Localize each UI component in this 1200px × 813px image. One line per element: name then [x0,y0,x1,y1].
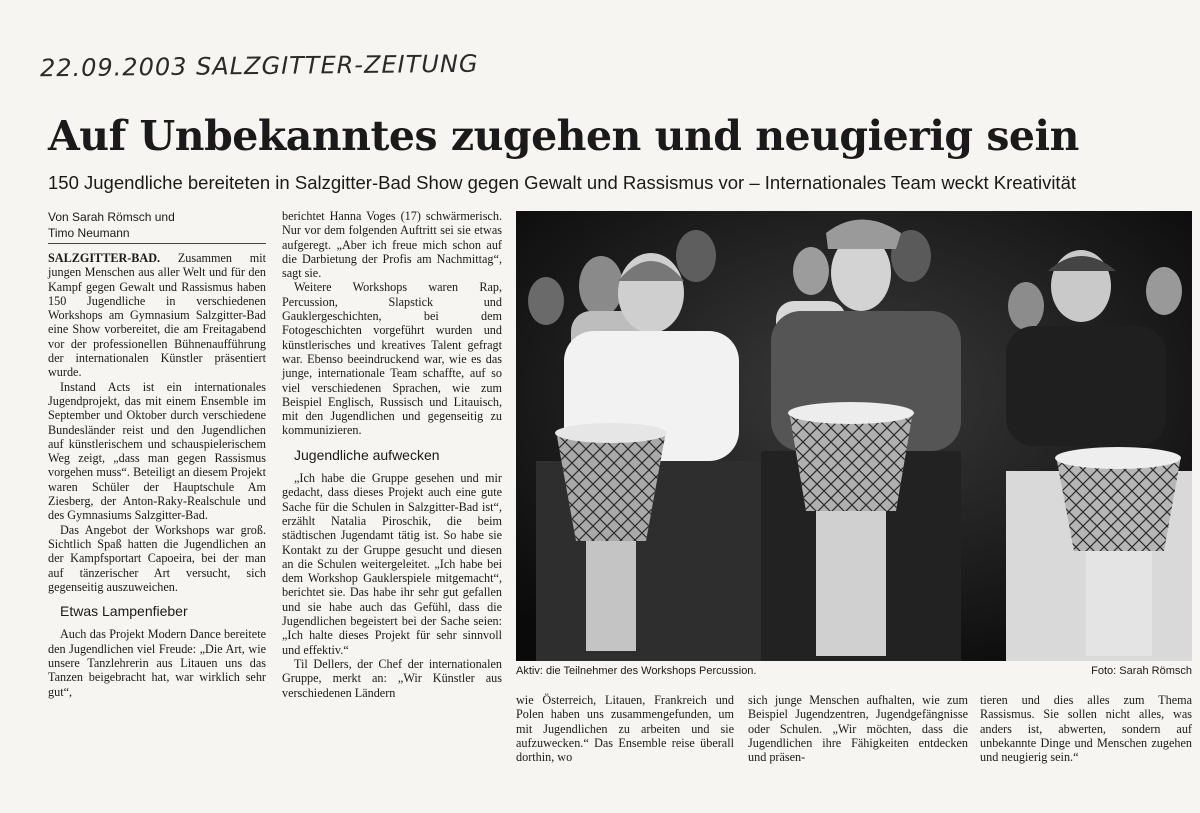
paragraph-intro [48,251,266,380]
section-heading: Etwas Lampenfieber [60,603,188,620]
handwritten-date-source: 22.09.2003 SALZGITTER-ZEITUNG [39,49,479,83]
byline-line-2: Timo Neumann [48,226,130,240]
article-column-1 [48,251,266,699]
photo-caption-row [516,665,1192,677]
photo-credit: Foto: Sarah Römsch [1091,665,1192,677]
photo-drummers-illustration [516,211,1192,661]
paragraph: Instand Acts ist ein internationales Jugendprojekt, das mit einem Ensemble im September und Oktober durch verschiedene Bundesländer reist und den Jugendlichen auf künstlerischem und schauspielerischem Weg zeigt, „dass man gegen Rassismus vorgehen muss“. Beteiligt an diesem Projekt waren Schüler der Hauptschule Am Ziesberg, der Anton-Raky-Realschule und des Gymnasiums Salzgitter-Bad. [48,379,266,523]
dateline: SALZGITTER-BAD. [48,251,161,265]
paragraph: Auch das Projekt Modern Dance bereitete den Jugendlichen viel Freude: „Die Art, wie unsere Tanzlehrerin aus Litauen uns das Tanzen beigebracht hat, war wirklich sehr gut“, [48,627,266,699]
paragraph-intro-text: Zusammen mit jungen Menschen aus aller Welt und für den Kampf gegen Gewalt und Rassismus haben 150 Jugendliche in verschiedenen Workshops am Gymnasium Salzgitter-Bad eine Show vorbereitet, die am Freitagabend vor der professionellen Bühnenaufführung der internationalen Künstler präsentiert wurde. [48,251,266,380]
paragraph: „Ich habe die Gruppe gesehen und mir gedacht, dass dieses Projekt auch eine gute Sache für die Schulen in Salzgitter-Bad ist“, erzählt Natalia Piroschik, die beim städtischen Jugendamt tätig ist. So habe sie Kontakt zu der Gruppe gesucht und diesen an die Schulen weitergeleitet. „Ich habe bei dem Workshop Gauklerspiele mitgemacht“, berichtet sie. Das habe ihr sehr gut gefallen und sie habe auch das Gefühl, dass die Jugendlichen begeistert bei der Sache seien: „Ich halte dieses Projekt für sehr sinnvoll und effektiv.“ [282,471,502,657]
photo-caption: Aktiv: die Teilnehmer des Workshops Percussion. [516,665,757,677]
article-column-3: wie Österreich, Litauen, Frankreich und Polen haben uns zusammengefunden, um mit Jugendlichen zu arbeiten und sie aufzuwecken.“ Das Ensemble reise überall dorthin, wo [516,693,734,765]
headline: Auf Unbekanntes zugehen und neugierig sein [48,112,1079,160]
article-column-2 [282,209,502,700]
paragraph: Das Angebot der Workshops war groß. Sichtlich Spaß hatten die Jugendlichen an der Kampfsportart Capoeira, bei der man auf tänzerischer Art versucht, sich gegenseitig auszuweichen. [48,522,266,594]
article-photo [516,211,1192,661]
paragraph: Til Dellers, der Chef der internationalen Gruppe, merkt an: „Wir Künstler aus verschiedenen Ländern [282,656,502,700]
subheadline: 150 Jugendliche bereiteten in Salzgitter-Bad Show gegen Gewalt und Rassismus vor – Internationales Team weckt Kreativität [48,172,1077,193]
byline-line-1: Von Sarah Römsch und [48,210,175,224]
byline [48,209,268,241]
article-column-5: tieren und dies alles zum Thema Rassismus. Sie sollen nicht alles, was anders ist, abwerten, sondern auf unbekannte Dinge und Menschen zugehen und neugierig sein.“ [980,693,1192,765]
section-heading: Jugendliche aufwecken [294,446,440,463]
byline-rule [48,243,266,244]
article-column-4: sich junge Menschen aufhalten, wie zum Beispiel Jugendzentren, Jugendgefängnisse oder Schulen. „Wir möchten, dass die Jugendlichen ihre Fähigkeiten entdecken und präsen- [748,693,968,765]
paragraph: berichtet Hanna Voges (17) schwärmerisch. Nur vor dem folgenden Auftritt sei sie etwas aufgeregt. „Aber ich freue mich schon auf die Darbietung der Profis am Nachmittag“, sagt sie. [282,209,502,281]
paragraph: Weitere Workshops waren Rap, Percussion, Slapstick und Gauklergeschichten, bei dem Fotogeschichten vorgeführt wurden und künstlerisches und kreatives Talent gefragt war. Ebenso beeindruckend war, wie es das junge, internationale Team schaffte, auf so viel verschiedenen Sprachen, wie zum Beispiel Englisch, Russisch und Litauisch, mit den Jugendlichen und gegenseitig zu kommunizieren. [282,280,502,438]
